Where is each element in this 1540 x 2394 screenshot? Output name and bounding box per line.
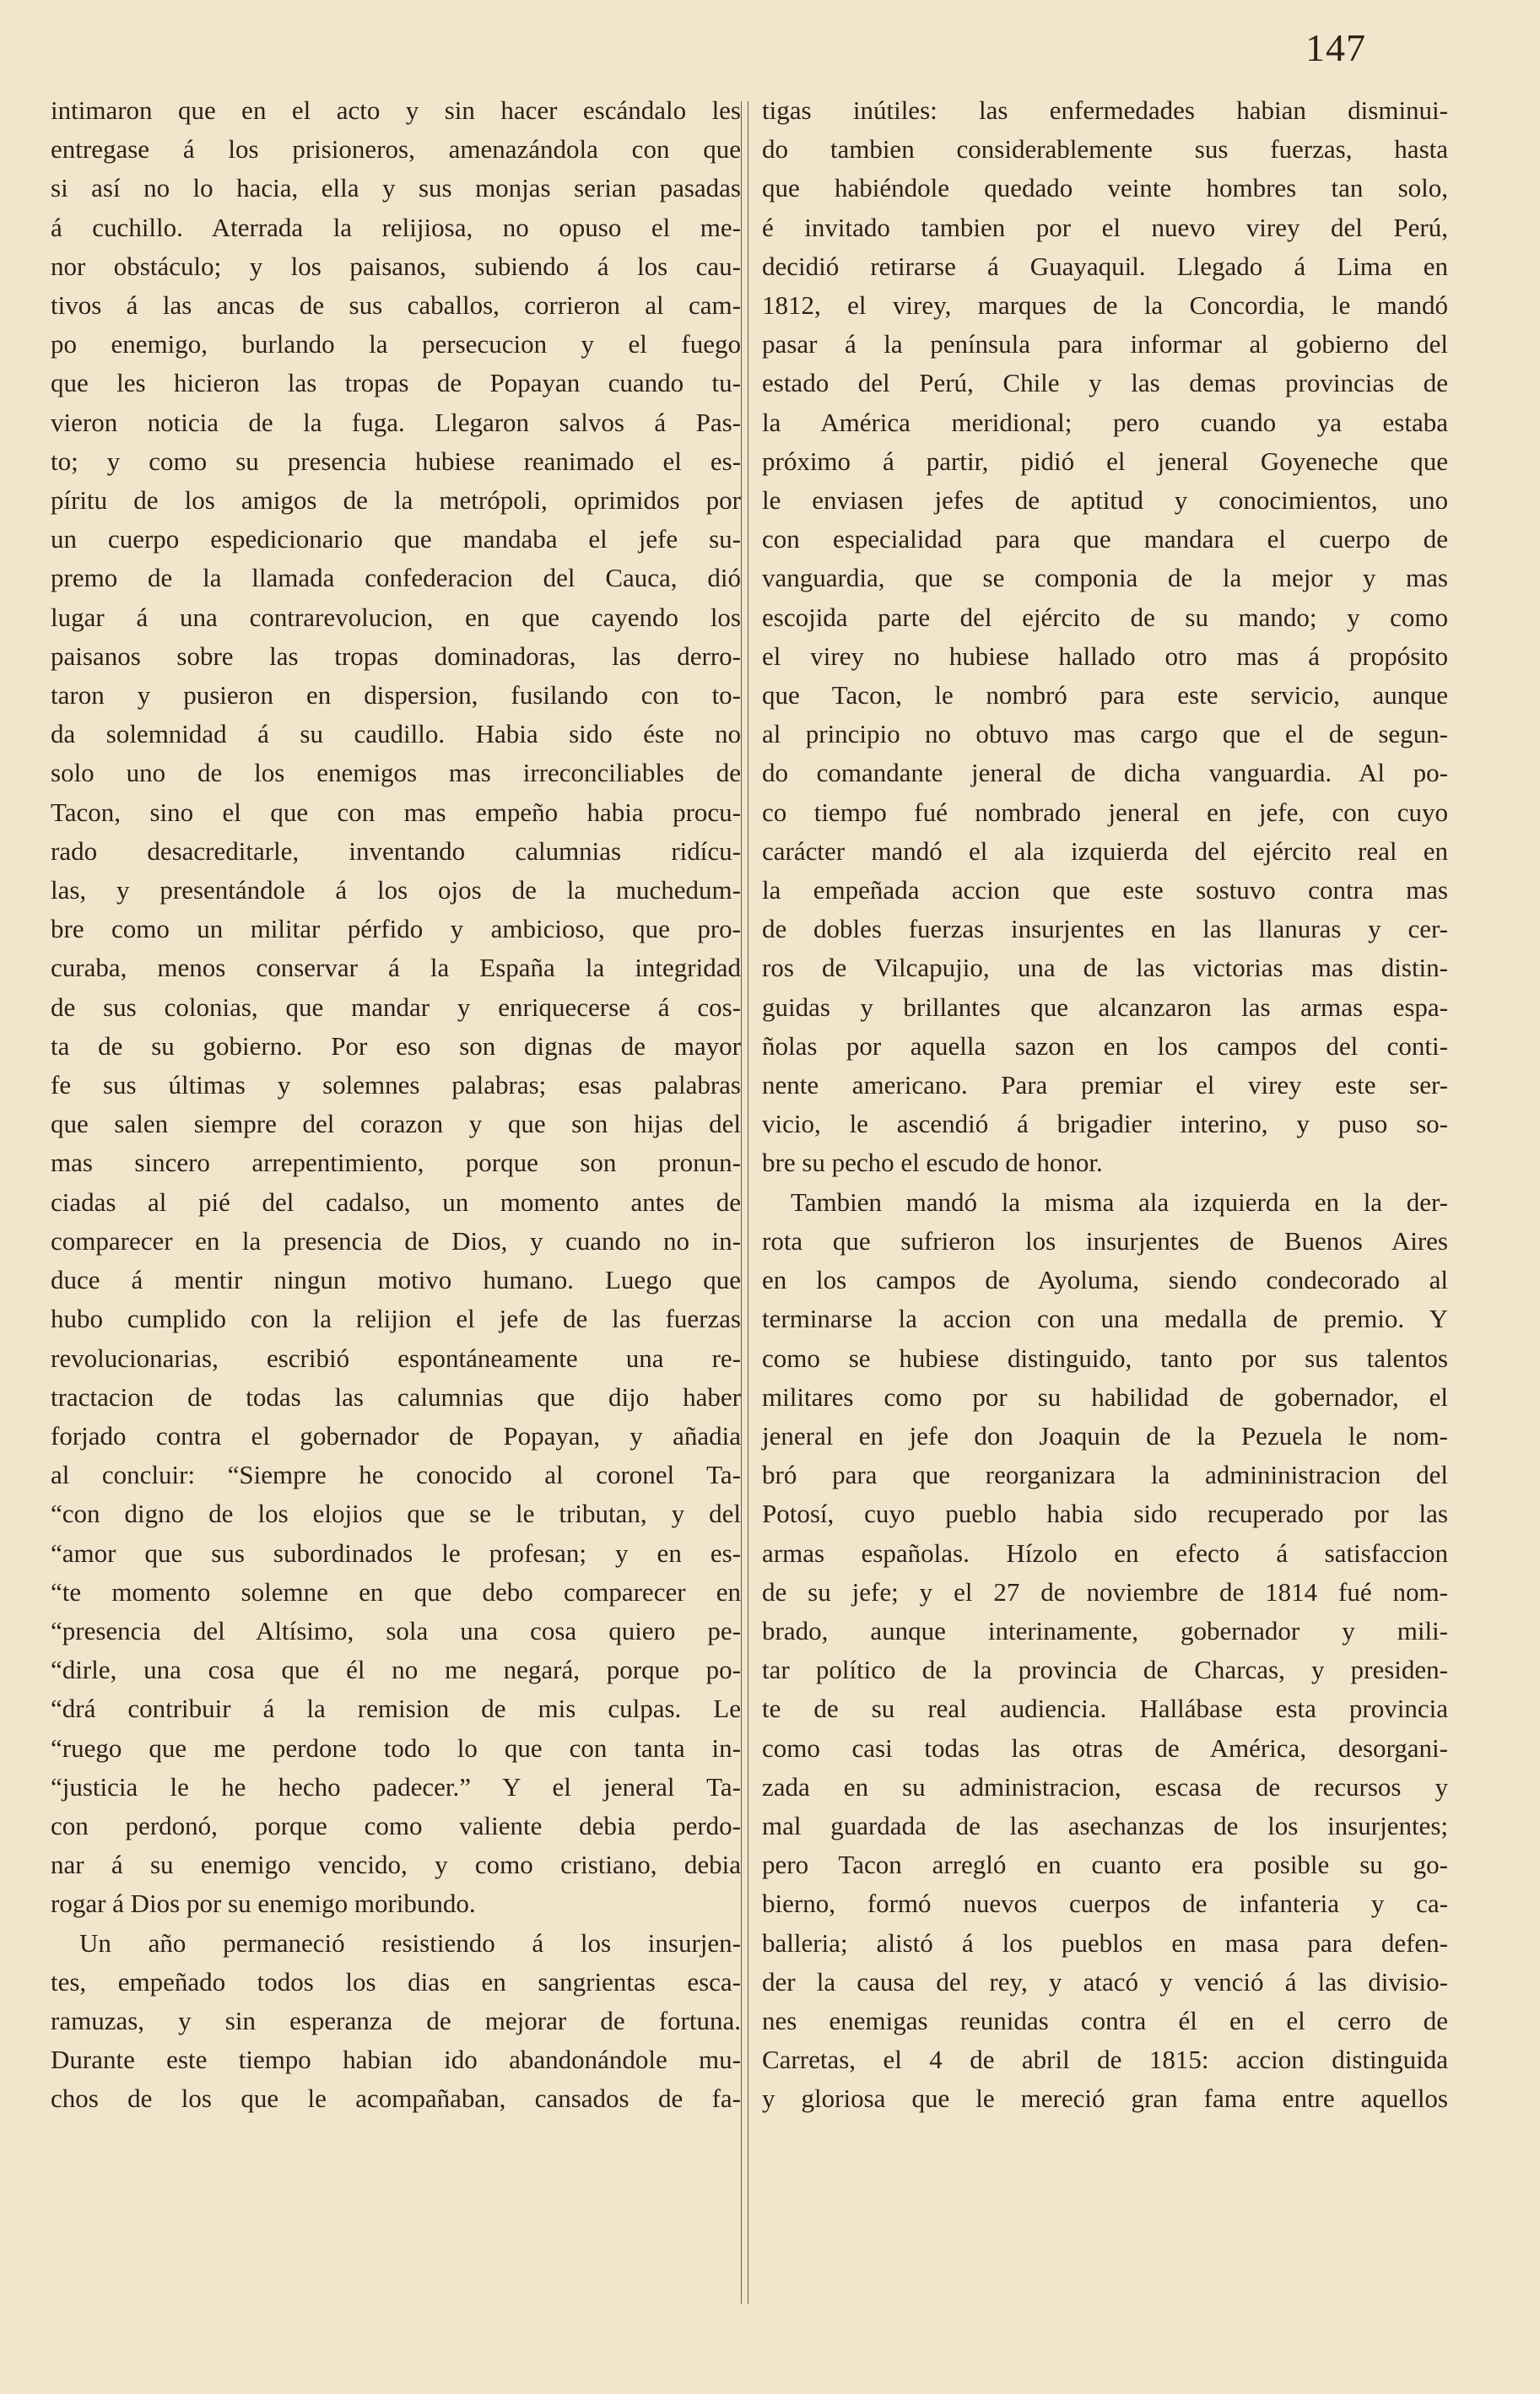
text-line: ñolas por aquella sazon en los campos del conti- <box>762 1030 1448 1061</box>
text-line: decidió retirarse á Guayaquil. Llegado á Lima en <box>762 251 1448 281</box>
column-divider-left <box>741 101 742 2304</box>
text-line: co tiempo fué nombrado jeneral en jefe, con cuyo <box>762 797 1448 827</box>
text-line: el virey no hubiese hallado otro mas á propósito <box>762 640 1448 671</box>
text-line: nor obstáculo; y los paisanos, subiendo á los cau- <box>51 251 741 281</box>
text-line: hubo cumplido con la relijion el jefe de las fuerzas <box>51 1304 741 1334</box>
text-line: comparecer en la presencia de Dios, y cuando no in- <box>51 1225 741 1256</box>
text-line: taron y pusieron en dispersion, fusilando con to- <box>51 680 741 711</box>
text-line: armas españolas. Hízolo en efecto á satisfaccion <box>762 1537 1448 1568</box>
text-line: rota que sufrieron los insurjentes de Buenos Aires <box>762 1225 1448 1256</box>
text-line: de su jefe; y el 27 de noviembre de 1814 fué nom- <box>762 1576 1448 1607</box>
text-line: que salen siempre del corazon y que son hijas del <box>51 1109 741 1139</box>
text-line: las, y presentándole á los ojos de la muchedum- <box>51 875 741 905</box>
text-line: intimaron que en el acto y sin hacer escándalo les <box>51 95 741 125</box>
text-line: como se hubiese distinguido, tanto por sus talentos <box>762 1343 1448 1373</box>
text-line: vicio, le ascendió á brigadier interino, y puso so- <box>762 1109 1448 1139</box>
text-line: carácter mandó el ala izquierda del ejército real en <box>762 835 1448 866</box>
text-line: do comandante jeneral de dicha vanguardia. Al po- <box>762 758 1448 788</box>
text-line: solo uno de los enemigos mas irreconciliables de <box>51 758 741 788</box>
text-line: escojida parte del ejército de su mando; y como <box>762 602 1448 632</box>
text-line: balleria; alistó á los pueblos en masa para defen- <box>762 1927 1448 1958</box>
text-line: ciadas al pié del cadalso, un momento antes de <box>51 1186 741 1217</box>
text-line: fe sus últimas y solemnes palabras; esas palabras <box>51 1070 741 1100</box>
text-line: Tambien mandó la misma ala izquierda en la der- <box>791 1186 1448 1217</box>
text-line: 1812, el virey, marques de la Concordia, le mandó <box>762 290 1448 321</box>
text-line: “ruego que me perdone todo lo que con tanta in- <box>51 1732 741 1763</box>
text-line: tes, empeñado todos los dias en sangrientas esca- <box>51 1966 741 1997</box>
text-line: duce á mentir ningun motivo humano. Luego que <box>51 1265 741 1295</box>
text-line: Durante este tiempo habian ido abandonándole mu- <box>51 2045 741 2075</box>
text-line: lugar á una contrarevolucion, en que cayendo los <box>51 602 741 632</box>
text-line: pero Tacon arregló en cuanto era posible su go- <box>762 1850 1448 1880</box>
text-line: revolucionarias, escribió espontáneamente una re- <box>51 1343 741 1373</box>
text-line: “amor que sus subordinados le profesan; y en es- <box>51 1537 741 1568</box>
text-line: que Tacon, le nombró para este servicio, aunque <box>762 680 1448 711</box>
text-line: bre como un militar pérfido y ambicioso, que pro- <box>51 914 741 944</box>
text-line: Tacon, sino el que con mas empeño habia procu- <box>51 797 741 827</box>
text-line: der la causa del rey, y atacó y venció á las divisio- <box>762 1966 1448 1997</box>
text-line: é invitado tambien por el nuevo virey del Perú, <box>762 212 1448 242</box>
text-line: do tambien considerablemente sus fuerzas, hasta <box>762 134 1448 165</box>
text-line: tivos á las ancas de sus caballos, corrieron al cam- <box>51 290 741 321</box>
text-line: “te momento solemne en que debo comparecer en <box>51 1576 741 1607</box>
text-line: entregase á los prisioneros, amenazándola con que <box>51 134 741 165</box>
text-line: zada en su administracion, escasa de recursos y <box>762 1771 1448 1802</box>
text-line: rogar á Dios por su enemigo moribundo. <box>51 1889 476 1919</box>
text-line: pasar á la península para informar al gobierno del <box>762 329 1448 359</box>
right-column <box>762 91 1448 2119</box>
text-line: tigas inútiles: las enfermedades habian disminui- <box>762 95 1448 125</box>
text-line: terminarse la accion con una medalla de premio. Y <box>762 1304 1448 1334</box>
text-line: te de su real audiencia. Hallábase esta provincia <box>762 1694 1448 1724</box>
text-line: al principio no obtuvo mas cargo que el de segun- <box>762 719 1448 749</box>
text-line: tar político de la provincia de Charcas, y presiden- <box>762 1655 1448 1685</box>
text-line: ta de su gobierno. Por eso son dignas de mayor <box>51 1030 741 1061</box>
text-line: po enemigo, burlando la persecucion y el fuego <box>51 329 741 359</box>
text-line: brado, aunque interinamente, gobernador y mili- <box>762 1615 1448 1646</box>
text-line: nar á su enemigo vencido, y como cristiano, debia <box>51 1850 741 1880</box>
text-line: á cuchillo. Aterrada la relijiosa, no opuso el me- <box>51 212 741 242</box>
text-line: “con digno de los elojios que se le tributan, y del <box>51 1499 741 1529</box>
text-line: la América meridional; pero cuando ya estaba <box>762 407 1448 437</box>
page-number: 147 <box>1305 26 1366 69</box>
text-line: un cuerpo espedicionario que mandaba el jefe su- <box>51 524 741 554</box>
text-line: con especialidad para que mandara el cuerpo de <box>762 524 1448 554</box>
text-line: da solemnidad á su caudillo. Habia sido éste no <box>51 719 741 749</box>
text-line: “dirle, una cosa que él no me negará, porque po- <box>51 1655 741 1685</box>
text-line: nente americano. Para premiar el virey este ser- <box>762 1070 1448 1100</box>
text-line: en los campos de Ayoluma, siendo condecorado al <box>762 1265 1448 1295</box>
text-line: vieron noticia de la fuga. Llegaron salvos á Pas- <box>51 407 741 437</box>
text-line: próximo á partir, pidió el jeneral Goyeneche que <box>762 446 1448 476</box>
text-line: Un año permaneció resistiendo á los insurjen- <box>79 1927 741 1958</box>
text-line: de sus colonias, que mandar y enriquecerse á cos- <box>51 992 741 1022</box>
text-line: to; y como su presencia hubiese reanimado el es- <box>51 446 741 476</box>
text-line: paisanos sobre las tropas dominadoras, las derro- <box>51 640 741 671</box>
text-line: premo de la llamada confederacion del Cauca, dió <box>51 563 741 593</box>
text-line: ramuzas, y sin esperanza de mejorar de fortuna. <box>51 2005 741 2035</box>
text-line: forjado contra el gobernador de Popayan, y añadia <box>51 1420 741 1451</box>
text-line: con perdonó, porque como valiente debia perdo- <box>51 1810 741 1840</box>
text-line: mal guardada de las asechanzas de los insurjentes; <box>762 1810 1448 1840</box>
text-line: al concluir: “Siempre he conocido al coronel Ta- <box>51 1460 741 1490</box>
text-line: bró para que reorganizara la admininistracion del <box>762 1460 1448 1490</box>
text-line: mas sincero arrepentimiento, porque son pronun- <box>51 1148 741 1178</box>
text-line: bre su pecho el escudo de honor. <box>762 1148 1103 1178</box>
text-line: y gloriosa que le mereció gran fama entre aquellos <box>762 2083 1448 2114</box>
text-line: le enviasen jefes de aptitud y conocimientos, uno <box>762 485 1448 516</box>
text-line: tractacion de todas las calumnias que dijo haber <box>51 1381 741 1412</box>
text-line: “presencia del Altísimo, sola una cosa quiero pe- <box>51 1615 741 1646</box>
text-line: si así no lo hacia, ella y sus monjas serian pasadas <box>51 173 741 203</box>
text-line: vanguardia, que se componia de la mejor y mas <box>762 563 1448 593</box>
text-line: nes enemigas reunidas contra él en el cerro de <box>762 2005 1448 2035</box>
left-column <box>51 91 741 2119</box>
text-line: píritu de los amigos de la metrópoli, oprimidos por <box>51 485 741 516</box>
text-line: Potosí, cuyo pueblo habia sido recuperado por las <box>762 1499 1448 1529</box>
text-line: la empeñada accion que este sostuvo contra mas <box>762 875 1448 905</box>
text-line: jeneral en jefe don Joaquin de la Pezuela le nom- <box>762 1420 1448 1451</box>
text-line: ros de Vilcapujio, una de las victorias mas distin- <box>762 953 1448 983</box>
text-line: guidas y brillantes que alcanzaron las armas espa- <box>762 992 1448 1022</box>
text-line: rado desacreditarle, inventando calumnias ridícu- <box>51 835 741 866</box>
text-line: militares como por su habilidad de gobernador, el <box>762 1381 1448 1412</box>
text-line: “drá contribuir á la remision de mis culpas. Le <box>51 1694 741 1724</box>
text-line: de dobles fuerzas insurjentes en las llanuras y cer- <box>762 914 1448 944</box>
text-line: “justicia le he hecho padecer.” Y el jeneral Ta- <box>51 1771 741 1802</box>
text-line: que habiéndole quedado veinte hombres tan solo, <box>762 173 1448 203</box>
text-line: estado del Perú, Chile y las demas provincias de <box>762 368 1448 398</box>
text-line: curaba, menos conservar á la España la integridad <box>51 953 741 983</box>
text-line: Carretas, el 4 de abril de 1815: accion distinguida <box>762 2045 1448 2075</box>
text-line: como casi todas las otras de América, desorgani- <box>762 1732 1448 1763</box>
text-line: que les hicieron las tropas de Popayan cuando tu- <box>51 368 741 398</box>
text-line: bierno, formó nuevos cuerpos de infanteria y ca- <box>762 1889 1448 1919</box>
text-line: chos de los que le acompañaban, cansados de fa- <box>51 2083 741 2114</box>
